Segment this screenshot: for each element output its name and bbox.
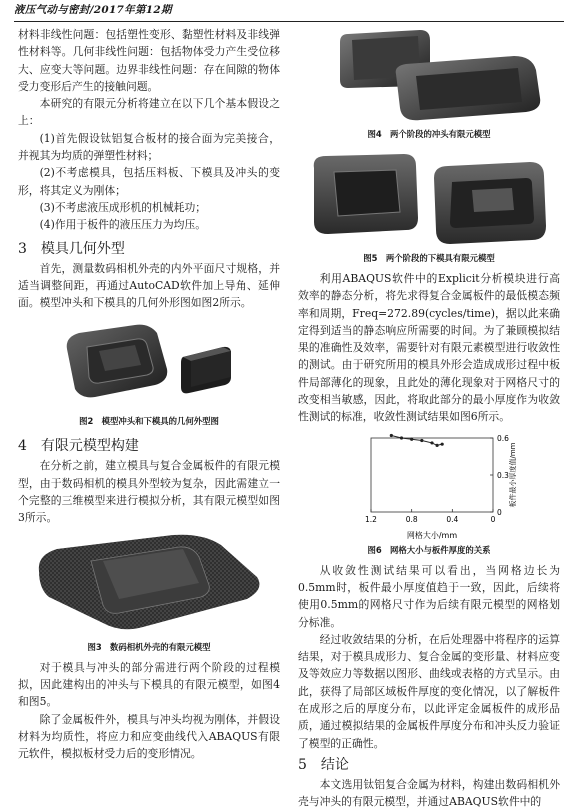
mesh-convergence-chart (329, 430, 529, 542)
header-rule (14, 21, 564, 22)
x-axis-label: 网格大小/mm (406, 530, 458, 540)
paragraph-two-stage: 对于模具与冲头的部分需进行两个阶段的过程模拟，因此建构出的冲头与下模具的有限元模型，如图4和图5。 (18, 660, 280, 709)
figure-6-caption: 图6 网格大小与板件厚度的关系 (367, 544, 491, 555)
assumption-1: (1)首先假设钛铝复合板材的接合面为完美接合，并视其为均质的弹塑性材料； (18, 131, 280, 163)
figure-2-caption: 图2 模型冲头和下模具的几何外型图 (79, 416, 219, 427)
figure-3-caption: 图3 数码相机外壳的有限元模型 (87, 641, 211, 652)
paragraph-convergence: 从收敛性测试结果可以看出，当网格边长为0.5mm时，板件最小厚度值趋于一致，因此，后续将使用0.5mm的网格尺寸作为后续有限元模型的网格划分标准。 (298, 563, 560, 629)
paragraph-assumptions-intro: 本研究的有限元分析将建立在以下几个基本假设之上： (18, 97, 280, 128)
y-tick-label: 0.3 (497, 470, 509, 480)
left-column (18, 26, 280, 762)
section-5-heading: 5 结论 (298, 756, 349, 773)
figure-2-image (59, 317, 239, 409)
figure-5-caption: 图5 两个阶段的下模具有限元模型 (363, 253, 495, 263)
x-tick-label: 0 (490, 514, 496, 524)
journal-header: 液压气动与密封/2017年第12期 (14, 4, 172, 16)
data-point (400, 436, 403, 439)
assumption-2: (2)不考虑模具，包括压料板、下模具及冲头的变形，将其定义为刚体； (18, 166, 280, 197)
assumption-3: (3)不考虑液压成形机的机械耗功； (39, 200, 207, 214)
data-point (420, 439, 423, 442)
y-axis-label: 板件最小厚度值/mm (509, 442, 517, 508)
paragraph-nonlinear: 材料非线性问题：包括塑性变形、黏塑性材料及非线弹性材料等。几何非线性问题：包括物体受力产生受位移大、应变大等问题。边界非线性问题：存在间隙的物体受力变形后产生的接触问题。 (18, 28, 280, 93)
paragraph-fe-model: 在分析之前，建立模具与复合金属板件的有限元模型，由于数码相机的模具外型较为复杂，因此需建立一个完整的三维模型来进行模拟分析，其有限元模型如图3所示。 (18, 459, 280, 525)
data-point (441, 442, 444, 445)
data-point (410, 437, 413, 440)
section-3-heading: 3 模具几何外型 (18, 240, 125, 257)
data-point (435, 443, 438, 446)
paragraph-geometry: 首先，测量数码相机外壳的内外平面尺寸规格，并适当调整间距，再通过AutoCAD软件加上导角、延伸面。模型冲头和下模具的几何外形图如图2所示。 (18, 261, 280, 310)
paragraph-conclusion: 本文选用钛铝复合金属为材料，构建出数码相机外壳与冲头的有限元模型，并通过ABAQUS软件中的 (298, 777, 560, 809)
section-4-heading: 4 有限元模型构建 (18, 438, 139, 455)
figure-3-image (33, 531, 265, 635)
y-tick-label: 0 (497, 507, 502, 517)
paragraph-abaqus: 利用ABAQUS软件中的Explicit分析模块进行高效率的静态分析，将先求得复合金属板件的最低模态频率和周期，Freq=272.89(cycles/time)，据以此来确定得到适当的静态响应所需要的时间。为了兼顾模拟结果的准确性及效率，需要针对有限元素模型进行收敛性的测试。由于研究所用的模具外形会造成成形过程中板件局部薄化的现象，且此处的薄化现象对于网格尺寸的改变相当敏感，因此，将取此部分的最小厚度作为收敛性测试的标准，收敛性测试结果如图6所示。 (298, 272, 560, 424)
data-point (430, 441, 433, 444)
x-tick-label: 0.4 (446, 514, 459, 524)
assumption-4: (4)作用于板件的液压压力为均压。 (39, 218, 207, 232)
figure-4-image (304, 26, 554, 124)
plot-frame (371, 438, 493, 512)
right-column (298, 26, 560, 811)
y-tick-label: 0.6 (497, 433, 509, 443)
data-point (390, 434, 393, 437)
x-tick-label: 1.2 (365, 514, 377, 524)
paragraph-rigid-body: 除了金属板件外，模具与冲头均视为刚体，并假设材料为均质性，将应力和应变曲线代入ABAQUS有限元软件，模拟板材受力后的变形情况。 (18, 712, 280, 761)
figure-6-chart (329, 430, 529, 542)
figure-5-image (304, 148, 554, 248)
figure-4-caption: 图4 两个阶段的冲头有限元模型 (367, 129, 491, 139)
paragraph-postprocess: 经过收敛结果的分析，在后处理器中将程序的运算结果，对于模具成形力、复合金属的变形量、材料应变及等效应力等数据以图形、曲线或表格的方式呈示。由此，获得了局部区域板件厚度的变化情况，以了解板件在成形之后的厚度分布，以此评定金属板件的成形品质，通过模拟结果的金属板件厚度分布和冲头反力验证了模型的正确性。 (298, 632, 560, 750)
series-line (391, 435, 442, 445)
x-tick-label: 0.8 (405, 514, 418, 524)
